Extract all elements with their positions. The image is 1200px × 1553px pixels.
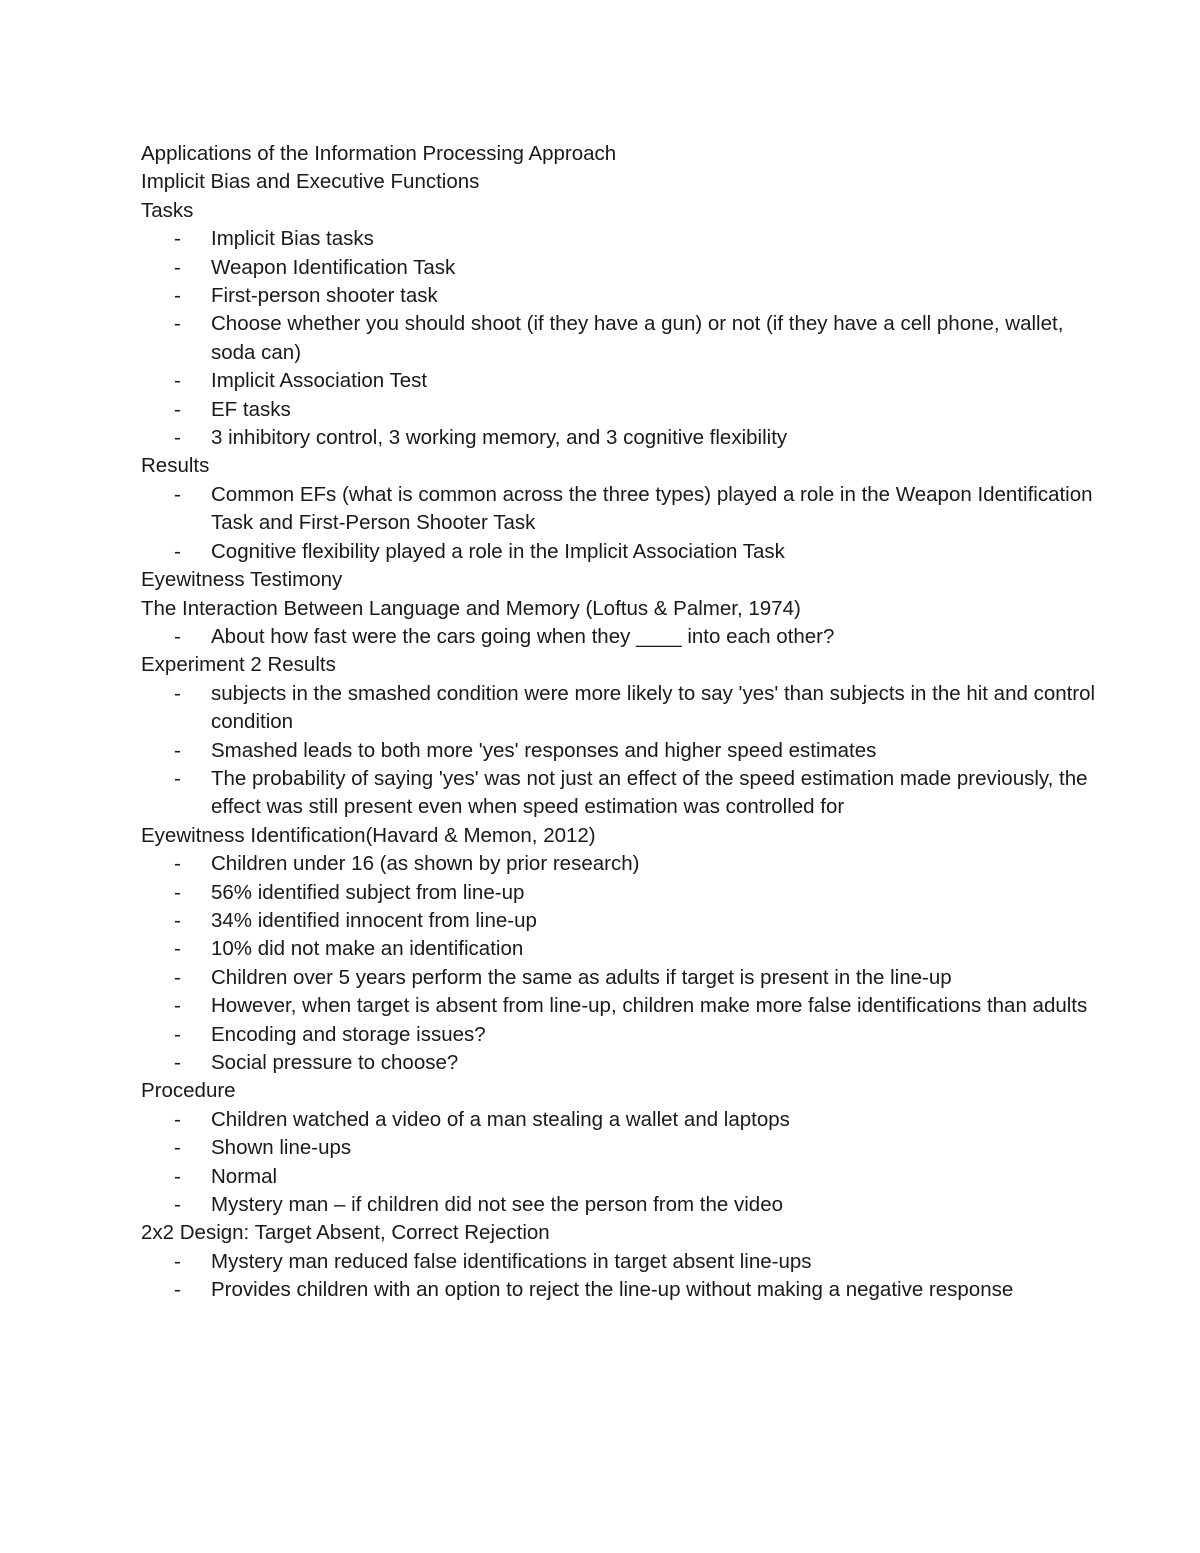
list-item bbox=[141, 367, 1101, 395]
bullet-marker: - bbox=[174, 1022, 181, 1046]
list-item-text: 56% identified subject from line-up bbox=[211, 880, 525, 904]
bullet-marker: - bbox=[174, 880, 181, 904]
section-heading: Implicit Bias and Executive Functions bbox=[141, 170, 480, 194]
bullet-marker: - bbox=[174, 397, 181, 421]
list-item-text: However, when target is absent from line-up, children make more false identifications than adults bbox=[211, 994, 1088, 1018]
section-heading: Procedure bbox=[141, 1079, 236, 1103]
list-item-text: EF tasks bbox=[211, 397, 291, 421]
list-item-text: Implicit Association Test bbox=[211, 369, 428, 393]
list-item bbox=[141, 481, 1101, 538]
list-item bbox=[141, 396, 1101, 424]
list-item bbox=[141, 282, 1101, 310]
bullet-marker: - bbox=[174, 965, 181, 989]
list-item-text: Social pressure to choose? bbox=[211, 1051, 459, 1074]
bullet-marker: - bbox=[174, 1249, 181, 1273]
document-body bbox=[141, 140, 1101, 1305]
list-item bbox=[141, 879, 1101, 907]
bullet-marker: - bbox=[174, 937, 181, 961]
section-heading: 2x2 Design: Target Absent, Correct Rejection bbox=[141, 1221, 550, 1245]
list-item bbox=[141, 254, 1101, 282]
bullet-marker: - bbox=[174, 738, 181, 762]
list-item-text: About how fast were the cars going when they ____ into each other? bbox=[211, 624, 835, 648]
list-item-text: Choose whether you should shoot (if they have a gun) or not (if they have a cell phone, wallet, soda can) bbox=[211, 312, 1064, 364]
bullet-marker: - bbox=[174, 369, 181, 393]
list-item-text: Common EFs (what is common across the three types) played a role in the Weapon Identification Task and First-Person Shooter Task bbox=[211, 482, 1093, 535]
list-item bbox=[141, 1134, 1101, 1162]
bullet-marker: - bbox=[174, 852, 181, 876]
bullet-marker: - bbox=[174, 482, 181, 506]
list-item bbox=[141, 538, 1101, 566]
bullet-marker: - bbox=[174, 255, 181, 279]
list-item bbox=[141, 623, 1101, 651]
list-item-text: Smashed leads to both more 'yes' responses and higher speed estimates bbox=[211, 738, 877, 762]
list-item bbox=[141, 737, 1101, 765]
list-item bbox=[141, 1163, 1101, 1191]
bullet-marker: - bbox=[174, 312, 181, 336]
list-item-text: First-person shooter task bbox=[211, 284, 438, 308]
list-item-text: Shown line-ups bbox=[211, 1136, 352, 1160]
bullet-marker: - bbox=[174, 766, 181, 790]
section-heading: Experiment 2 Results bbox=[141, 653, 336, 677]
list-item-text: Provides children with an option to reject the line-up without making a negative response bbox=[211, 1278, 1014, 1302]
list-item bbox=[141, 907, 1101, 935]
bullet-marker: - bbox=[174, 681, 181, 705]
bullet-marker: - bbox=[174, 624, 181, 648]
bullet-marker: - bbox=[174, 227, 181, 251]
list-item bbox=[141, 680, 1101, 737]
list-item-text: Children under 16 (as shown by prior research) bbox=[211, 852, 640, 876]
list-item-text: Cognitive flexibility played a role in the Implicit Association Task bbox=[211, 539, 785, 563]
list-item bbox=[141, 935, 1101, 963]
list-item-text: Mystery man reduced false identifications in target absent line-ups bbox=[211, 1249, 812, 1273]
bullet-marker: - bbox=[174, 1164, 181, 1188]
bullet-marker: - bbox=[174, 1107, 181, 1131]
section-heading: Tasks bbox=[141, 198, 194, 222]
list-item bbox=[141, 765, 1101, 822]
bullet-marker: - bbox=[174, 1051, 181, 1074]
bullet-marker: - bbox=[174, 539, 181, 563]
section-heading: The Interaction Between Language and Memory (Loftus & Palmer, 1974) bbox=[141, 596, 801, 620]
list-item-text: 34% identified innocent from line-up bbox=[211, 908, 537, 932]
bullet-marker: - bbox=[174, 1193, 181, 1217]
list-item bbox=[141, 225, 1101, 253]
list-item-text: Implicit Bias tasks bbox=[211, 227, 374, 251]
list-item bbox=[141, 964, 1101, 992]
list-item-text: Children watched a video of a man stealing a wallet and laptops bbox=[211, 1107, 790, 1131]
list-item bbox=[141, 424, 1101, 452]
list-item bbox=[141, 1106, 1101, 1134]
bullet-marker: - bbox=[174, 1278, 181, 1302]
bullet-marker: - bbox=[174, 908, 181, 932]
list-item bbox=[141, 1049, 1101, 1077]
list-item-text: The probability of saying 'yes' was not just an effect of the speed estimation made previously, the effect was still present even when speed estimation was controlled for bbox=[211, 766, 1088, 819]
list-item bbox=[141, 310, 1101, 367]
list-item-text: Children over 5 years perform the same as adults if target is present in the line-up bbox=[211, 965, 952, 989]
section-heading: Eyewitness Identification(Havard & Memon, 2012) bbox=[141, 823, 596, 847]
list-item bbox=[141, 1248, 1101, 1276]
bullet-marker: - bbox=[174, 994, 181, 1018]
list-item-text: Weapon Identification Task bbox=[211, 255, 456, 279]
section-heading: Eyewitness Testimony bbox=[141, 568, 343, 592]
list-item-text: 3 inhibitory control, 3 working memory, and 3 cognitive flexibility bbox=[211, 426, 788, 450]
bullet-marker: - bbox=[174, 1136, 181, 1160]
list-item bbox=[141, 1191, 1101, 1219]
list-item-text: Normal bbox=[211, 1164, 278, 1188]
section-heading: Results bbox=[141, 454, 210, 478]
list-item-text: subjects in the smashed condition were more likely to say 'yes' than subjects in the hit and control condition bbox=[211, 681, 1096, 734]
list-item bbox=[141, 1276, 1101, 1304]
list-item-text: 10% did not make an identification bbox=[211, 937, 524, 961]
list-item-text: Mystery man – if children did not see the person from the video bbox=[211, 1193, 784, 1217]
bullet-marker: - bbox=[174, 426, 181, 450]
section-heading: Applications of the Information Processing Approach bbox=[141, 142, 617, 165]
list-item bbox=[141, 850, 1101, 878]
bullet-marker: - bbox=[174, 284, 181, 308]
list-item bbox=[141, 992, 1101, 1020]
list-item bbox=[141, 1021, 1101, 1049]
list-item-text: Encoding and storage issues? bbox=[211, 1022, 486, 1046]
